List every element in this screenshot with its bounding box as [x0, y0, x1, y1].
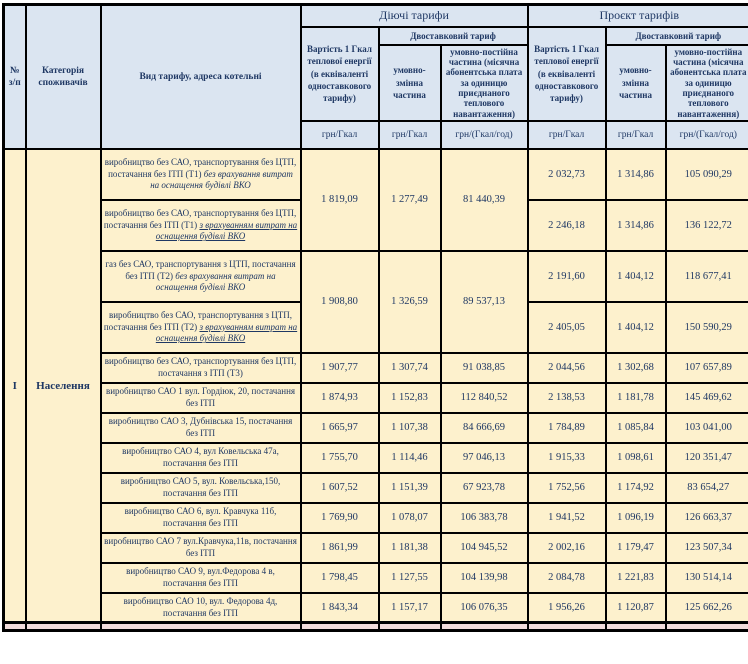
- table-row: [4, 413, 748, 443]
- value-fixed-project: 103 041,00: [666, 413, 748, 443]
- value-fixed-current: 112 840,52: [441, 383, 528, 413]
- value-fixed-project: 83 654,27: [666, 473, 748, 503]
- table-row: [4, 503, 748, 533]
- value-cost-current: 1 819,09: [301, 149, 379, 251]
- value-variable-project: 1 120,87: [606, 593, 666, 623]
- value-variable-project: 1 404,12: [606, 251, 666, 302]
- value-variable-project: 1 221,83: [606, 563, 666, 593]
- header-project-tariffs: Проєкт тарифів: [528, 5, 748, 27]
- value-variable-current: 1 157,17: [379, 593, 441, 623]
- value-fixed-project: 150 590,29: [666, 302, 748, 353]
- tariff-type-cell: [101, 200, 301, 251]
- partial-cell: [301, 623, 379, 631]
- value-fixed-current: 81 440,39: [441, 149, 528, 251]
- value-variable-project: 1 302,68: [606, 353, 666, 383]
- partial-cell: [4, 623, 26, 631]
- unit-cost-current: грн/Гкал: [301, 121, 379, 149]
- partial-cell: [666, 623, 748, 631]
- tariff-type-cell: виробництво САО 7 вул.Кравчука,11в, постачання без ІТП: [101, 533, 301, 563]
- tariff-type-cell: виробництво без САО, транспортування без ЦТП, постачання з ІТП (Т3): [101, 353, 301, 383]
- value-variable-current: 1 107,38: [379, 413, 441, 443]
- tariff-type-text: газ без САО, транспортування з ЦТП, постачання без ІТП (Т2): [105, 258, 296, 281]
- value-fixed-project: 120 351,47: [666, 443, 748, 473]
- value-fixed-current: 104 945,52: [441, 533, 528, 563]
- header-current-tariffs: Діючі тарифи: [301, 5, 528, 27]
- tariff-type-cell: виробництво САО 6, вул. Кравчука 11б, постачання без ІТП: [101, 503, 301, 533]
- value-fixed-current: 91 038,85: [441, 353, 528, 383]
- value-fixed-current: 67 923,78: [441, 473, 528, 503]
- table-row: [4, 353, 748, 383]
- header-fixed-project: умовно-постійна частина (місячна абонентська плата за одиницю приєднаного теплового навантаження): [666, 45, 748, 121]
- value-cost-project: 1 941,52: [528, 503, 606, 533]
- table-row: [4, 251, 748, 302]
- tariff-type-cell: виробництво САО 3, Дубнівська 15, постачання без ІТП: [101, 413, 301, 443]
- value-cost-current: 1 769,90: [301, 503, 379, 533]
- value-fixed-project: 125 662,26: [666, 593, 748, 623]
- table-row: [4, 563, 748, 593]
- header-row-groups: [4, 5, 748, 27]
- header-two-rate-project: Двоставковий тариф: [606, 27, 748, 45]
- unit-fixed-current: грн/(Гкал/год): [441, 121, 528, 149]
- tariff-type-note: без врахування витрат на оснащення будівлі ВКО: [155, 270, 276, 293]
- partial-cell: [606, 623, 666, 631]
- tariff-type-text: виробництво без САО, транспортування з ЦТП, постачання без ІТП (Т2): [103, 309, 292, 332]
- value-variable-project: 1 314,86: [606, 200, 666, 251]
- tariff-table: [2, 3, 748, 632]
- tariff-type-cell: виробництво САО 1 вул. Гордіюк, 20, постачання без ІТП: [101, 383, 301, 413]
- tariff-type-cell: виробництво САО 4, вул Ковельська 47а, постачання без ІТП: [101, 443, 301, 473]
- table-row: [4, 473, 748, 503]
- value-fixed-current: 106 076,35: [441, 593, 528, 623]
- tariff-type-note: з врахуванням витрат на оснащення будівлі ВКО: [155, 219, 298, 242]
- unit-variable-project: грн/Гкал: [606, 121, 666, 149]
- value-cost-current: 1 607,52: [301, 473, 379, 503]
- value-cost-project: 2 246,18: [528, 200, 606, 251]
- partial-cell: [26, 623, 101, 631]
- tariff-type-cell: виробництво САО 5, вул. Ковельська,150, постачання без ІТП: [101, 473, 301, 503]
- value-cost-current: 1 798,45: [301, 563, 379, 593]
- value-cost-project: 1 752,56: [528, 473, 606, 503]
- value-variable-project: 1 085,84: [606, 413, 666, 443]
- value-cost-project: 2 191,60: [528, 251, 606, 302]
- value-cost-project: 2 405,05: [528, 302, 606, 353]
- value-cost-current: 1 755,70: [301, 443, 379, 473]
- partial-next-section-row: [4, 623, 748, 631]
- value-variable-current: 1 181,38: [379, 533, 441, 563]
- value-cost-project: 1 784,89: [528, 413, 606, 443]
- tariff-type-note: з врахуванням витрат на оснащення будівлі ВКО: [155, 321, 298, 344]
- unit-cost-project: грн/Гкал: [528, 121, 606, 149]
- value-cost-current: 1 861,99: [301, 533, 379, 563]
- tariff-type-note: без врахування витрат на оснащення будівлі ВКО: [150, 168, 293, 191]
- partial-cell: [101, 623, 301, 631]
- header-fixed-current: умовно-постійна частина (місячна абонентська плата за одиницю приєднаного теплового навантаження): [441, 45, 528, 121]
- value-cost-current: 1 908,80: [301, 251, 379, 353]
- value-cost-current: 1 874,93: [301, 383, 379, 413]
- header-number: № з/п: [4, 5, 26, 149]
- value-cost-project: 2 044,56: [528, 353, 606, 383]
- value-fixed-project: 123 507,34: [666, 533, 748, 563]
- value-variable-project: 1 179,47: [606, 533, 666, 563]
- section-number: I: [4, 149, 26, 623]
- header-consumer-category: Категорія споживачів: [26, 5, 101, 149]
- value-variable-current: 1 277,49: [379, 149, 441, 251]
- header-tariff-type: Вид тарифу, адреса котельні: [101, 5, 301, 149]
- unit-fixed-project: грн/(Гкал/год): [666, 121, 748, 149]
- value-fixed-project: 118 677,41: [666, 251, 748, 302]
- value-fixed-current: 104 139,98: [441, 563, 528, 593]
- header-variable-project: умовно-змінна частина: [606, 45, 666, 121]
- tariff-type-text: виробництво без САО, транспортування без ЦТП, постачання без ІТП (Т1): [103, 207, 297, 230]
- partial-cell: [528, 623, 606, 631]
- value-fixed-current: 106 383,78: [441, 503, 528, 533]
- value-variable-current: 1 127,55: [379, 563, 441, 593]
- value-cost-project: 2 032,73: [528, 149, 606, 200]
- value-cost-project: 1 956,26: [528, 593, 606, 623]
- value-variable-project: 1 098,61: [606, 443, 666, 473]
- value-cost-current: 1 907,77: [301, 353, 379, 383]
- value-variable-current: 1 114,46: [379, 443, 441, 473]
- value-fixed-current: 84 666,69: [441, 413, 528, 443]
- tariff-type-cell: [101, 251, 301, 302]
- value-variable-current: 1 078,07: [379, 503, 441, 533]
- partial-cell: [379, 623, 441, 631]
- value-fixed-project: 107 657,89: [666, 353, 748, 383]
- header-cost-project: Вартість 1 Гкал теплової енергії (в еквіваленті одноставкового тарифу): [528, 27, 606, 121]
- table-row: [4, 149, 748, 200]
- table-row: [4, 593, 748, 623]
- tariff-type-cell: [101, 149, 301, 200]
- value-variable-current: 1 326,59: [379, 251, 441, 353]
- table-row: [4, 383, 748, 413]
- partial-cell: [441, 623, 528, 631]
- value-variable-current: 1 307,74: [379, 353, 441, 383]
- value-cost-current: 1 843,34: [301, 593, 379, 623]
- value-variable-project: 1 404,12: [606, 302, 666, 353]
- value-variable-project: 1 181,78: [606, 383, 666, 413]
- value-fixed-project: 130 514,14: [666, 563, 748, 593]
- value-fixed-current: 89 537,13: [441, 251, 528, 353]
- tariff-type-cell: [101, 302, 301, 353]
- tariff-type-text: виробництво без САО, транспортування без ЦТП, постачання без ІТП (Т1): [104, 156, 297, 179]
- value-fixed-project: 136 122,72: [666, 200, 748, 251]
- value-fixed-project: 105 090,29: [666, 149, 748, 200]
- value-variable-project: 1 314,86: [606, 149, 666, 200]
- value-cost-project: 1 915,33: [528, 443, 606, 473]
- tariff-type-cell: виробництво САО 9, вул.Федорова 4 в, постачання без ІТП: [101, 563, 301, 593]
- unit-variable-current: грн/Гкал: [379, 121, 441, 149]
- value-variable-project: 1 096,19: [606, 503, 666, 533]
- value-cost-project: 2 084,78: [528, 563, 606, 593]
- tariff-type-cell: виробництво САО 10, вул. Федорова 4д, постачання без ІТП: [101, 593, 301, 623]
- table-row: [4, 443, 748, 473]
- value-cost-project: 2 138,53: [528, 383, 606, 413]
- value-fixed-project: 145 469,62: [666, 383, 748, 413]
- value-variable-current: 1 152,83: [379, 383, 441, 413]
- header-variable-current: умовно-змінна частина: [379, 45, 441, 121]
- value-fixed-project: 126 663,37: [666, 503, 748, 533]
- section-category: Населення: [26, 149, 101, 623]
- value-variable-current: 1 151,39: [379, 473, 441, 503]
- header-two-rate-current: Двоставковий тариф: [379, 27, 528, 45]
- value-cost-project: 2 002,16: [528, 533, 606, 563]
- value-variable-project: 1 174,92: [606, 473, 666, 503]
- table-row: [4, 533, 748, 563]
- header-cost-current: Вартість 1 Гкал теплової енергії (в еквіваленті одноставкового тарифу): [301, 27, 379, 121]
- value-cost-current: 1 665,97: [301, 413, 379, 443]
- value-fixed-current: 97 046,13: [441, 443, 528, 473]
